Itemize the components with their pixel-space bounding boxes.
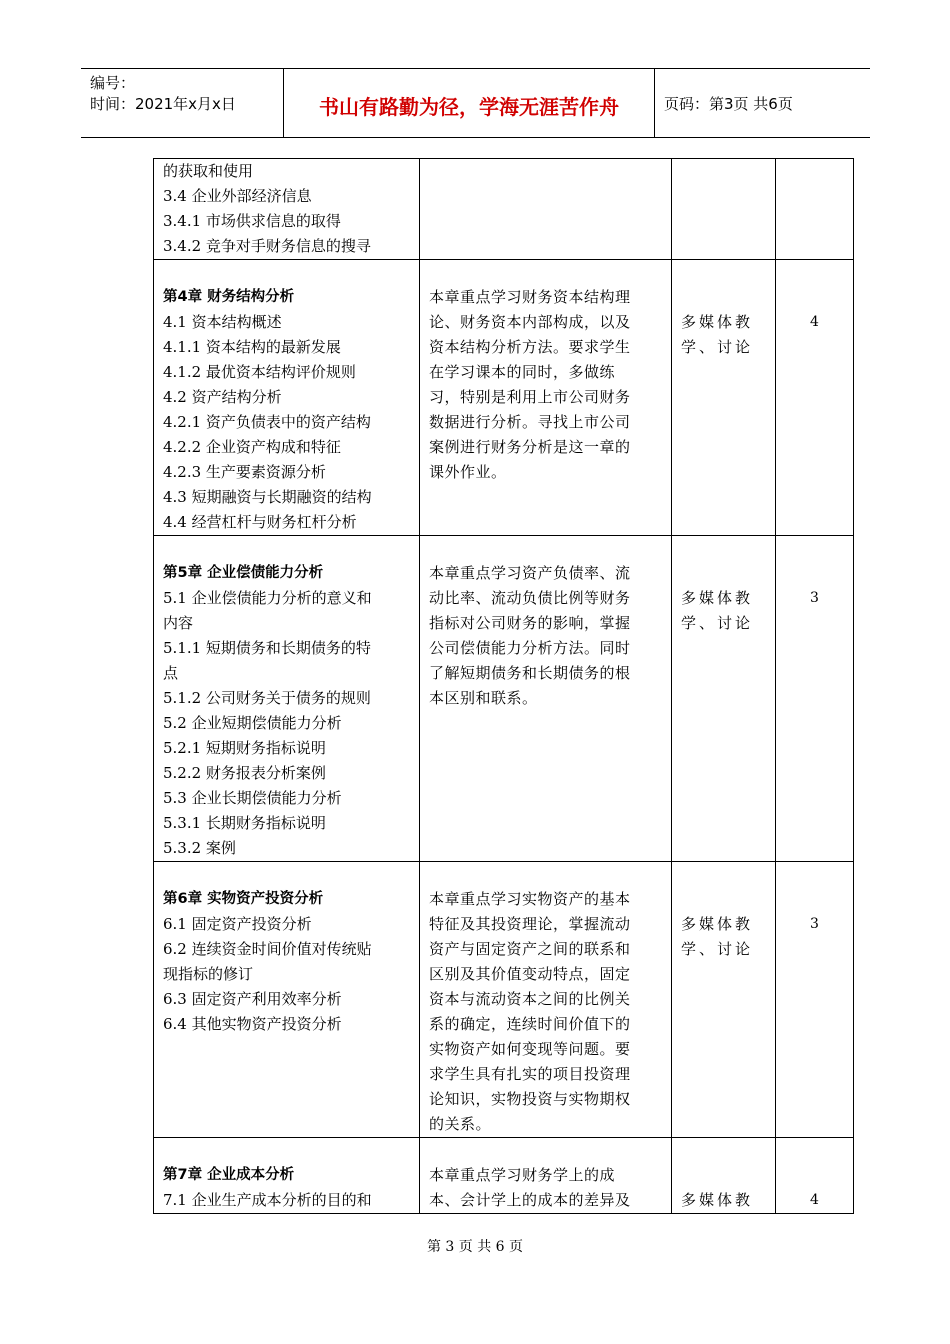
page-header [81, 68, 870, 138]
topic-line: 点 [163, 664, 179, 682]
hours-cell [776, 260, 854, 536]
table-row [154, 159, 854, 260]
topic-line: 5.1.1 短期债务和长期债务的特 [163, 639, 371, 657]
description-line: 资本与流动资本之间的比例关 [429, 990, 631, 1008]
description-line: 论知识，实物投资与实物期权 [429, 1090, 631, 1108]
topic-line: 的获取和使用 [163, 162, 254, 180]
method-cell [672, 159, 776, 260]
description-line: 特征及其投资理论，掌握流动 [429, 915, 631, 933]
chapter-title: 第7章 企业成本分析 [163, 1167, 295, 1183]
page-info: 页码：第3页 共6页 [664, 95, 793, 113]
method-line: 学、讨论 [681, 338, 754, 356]
topics-cell [154, 862, 420, 1138]
chapter-title: 第4章 财务结构分析 [163, 289, 295, 305]
description-line: 论、财务资本内部构成，以及 [429, 313, 631, 331]
topic-line: 5.1 企业偿债能力分析的意义和 [163, 589, 372, 607]
method-cell [672, 1138, 776, 1214]
method-line: 多媒体教 [681, 1191, 754, 1209]
description-line: 系的确定，连续时间价值下的 [429, 1015, 631, 1033]
description-line: 动比率、流动负债比例等财务 [429, 589, 631, 607]
topic-line: 4.1.1 资本结构的最新发展 [163, 338, 341, 356]
table-row [154, 536, 854, 862]
topic-line: 3.4.2 竞争对手财务信息的搜寻 [163, 237, 371, 255]
description-cell [420, 159, 672, 260]
topic-line: 现指标的修订 [163, 965, 254, 983]
description-line: 实物资产如何变现等问题。要 [429, 1040, 631, 1058]
hours-value: 4 [810, 1192, 819, 1208]
table-row [154, 260, 854, 536]
method-line: 学、讨论 [681, 940, 754, 958]
method-cell [672, 536, 776, 862]
header-left [90, 73, 236, 115]
description-line: 本章重点学习资产负债率、流 [429, 564, 631, 582]
description-line: 区别及其价值变动特点，固定 [429, 965, 631, 983]
topic-line: 5.3 企业长期偿债能力分析 [163, 789, 342, 807]
topic-line: 7.1 企业生产成本分析的目的和 [163, 1191, 372, 1209]
method-cell [672, 260, 776, 536]
page-footer: 第 3 页 共 6 页 [426, 1239, 524, 1255]
description-line: 习，特别是利用上市公司财务 [429, 388, 631, 406]
hours-cell [776, 159, 854, 260]
description-line: 本章重点学习财务资本结构理 [429, 288, 631, 306]
table-row [154, 1138, 854, 1214]
topic-line: 6.2 连续资金时间价值对传统贴 [163, 940, 372, 958]
hours-cell [776, 536, 854, 862]
topic-line: 4.2.1 资产负债表中的资产结构 [163, 413, 371, 431]
topic-line: 5.2.2 财务报表分析案例 [163, 764, 326, 782]
method-line: 多媒体教 [681, 589, 754, 607]
motto: 书山有路勤为径，学海无涯苦作舟 [319, 95, 619, 119]
topic-line: 6.1 固定资产投资分析 [163, 915, 312, 933]
chapter-title: 第6章 实物资产投资分析 [163, 891, 324, 907]
hours-cell [776, 1138, 854, 1214]
hours-value: 3 [810, 916, 819, 932]
description-cell [420, 1138, 672, 1214]
topic-line: 4.2.3 生产要素资源分析 [163, 463, 326, 481]
topic-line: 5.2 企业短期偿债能力分析 [163, 714, 342, 732]
description-line: 本区别和联系。 [429, 689, 538, 707]
syllabus-table [153, 158, 854, 1214]
number-label: 编号： [90, 74, 136, 92]
header-divider [283, 69, 284, 137]
topic-line: 6.4 其他实物资产投资分析 [163, 1015, 342, 1033]
method-line: 多媒体教 [681, 915, 754, 933]
description-cell [420, 862, 672, 1138]
hours-value: 3 [810, 590, 819, 606]
description-line: 求学生具有扎实的项目投资理 [429, 1065, 631, 1083]
topic-line: 内容 [163, 614, 194, 632]
description-line: 公司偿债能力分析方法。同时 [429, 639, 631, 657]
description-line: 课外作业。 [429, 463, 507, 481]
topic-line: 4.2 资产结构分析 [163, 388, 282, 406]
topic-line: 4.4 经营杠杆与财务杠杆分析 [163, 513, 357, 531]
topic-line: 5.3.1 长期财务指标说明 [163, 814, 326, 832]
topic-line: 4.3 短期融资与长期融资的结构 [163, 488, 372, 506]
chapter-title: 第5章 企业偿债能力分析 [163, 565, 324, 581]
topic-line: 6.3 固定资产利用效率分析 [163, 990, 342, 1008]
description-cell [420, 536, 672, 862]
topics-cell [154, 536, 420, 862]
description-line: 资本结构分析方法。要求学生 [429, 338, 631, 356]
description-line: 了解短期债务和长期债务的根 [429, 664, 631, 682]
description-line: 的关系。 [429, 1115, 492, 1133]
topic-line: 4.1 资本结构概述 [163, 313, 282, 331]
description-cell [420, 260, 672, 536]
method-line: 多媒体教 [681, 313, 754, 331]
description-line: 在学习课本的同时，多做练 [429, 363, 616, 381]
topic-line: 3.4.1 市场供求信息的取得 [163, 212, 341, 230]
hours-cell [776, 862, 854, 1138]
topic-line: 5.1.2 公司财务关于债务的规则 [163, 689, 371, 707]
topics-cell [154, 1138, 420, 1214]
description-line: 资产与固定资产之间的联系和 [429, 940, 631, 958]
description-line: 指标对公司财务的影响，掌握 [429, 614, 631, 632]
description-line: 本、会计学上的成本的差异及 [429, 1191, 631, 1209]
hours-value: 4 [810, 314, 819, 330]
topics-cell [154, 159, 420, 260]
table-row [154, 862, 854, 1138]
topic-line: 3.4 企业外部经济信息 [163, 187, 312, 205]
method-line: 学、讨论 [681, 614, 754, 632]
header-divider [654, 69, 655, 137]
date-line: 时间：2021年x月x日 [90, 95, 236, 113]
topic-line: 4.2.2 企业资产构成和特征 [163, 438, 341, 456]
method-cell [672, 862, 776, 1138]
description-line: 本章重点学习实物资产的基本 [429, 890, 631, 908]
description-line: 案例进行财务分析是这一章的 [429, 438, 631, 456]
topic-line: 5.2.1 短期财务指标说明 [163, 739, 326, 757]
topic-line: 5.3.2 案例 [163, 839, 236, 857]
description-line: 数据进行分析。寻找上市公司 [429, 413, 631, 431]
topic-line: 4.1.2 最优资本结构评价规则 [163, 363, 356, 381]
topics-cell [154, 260, 420, 536]
description-line: 本章重点学习财务学上的成 [429, 1166, 616, 1184]
